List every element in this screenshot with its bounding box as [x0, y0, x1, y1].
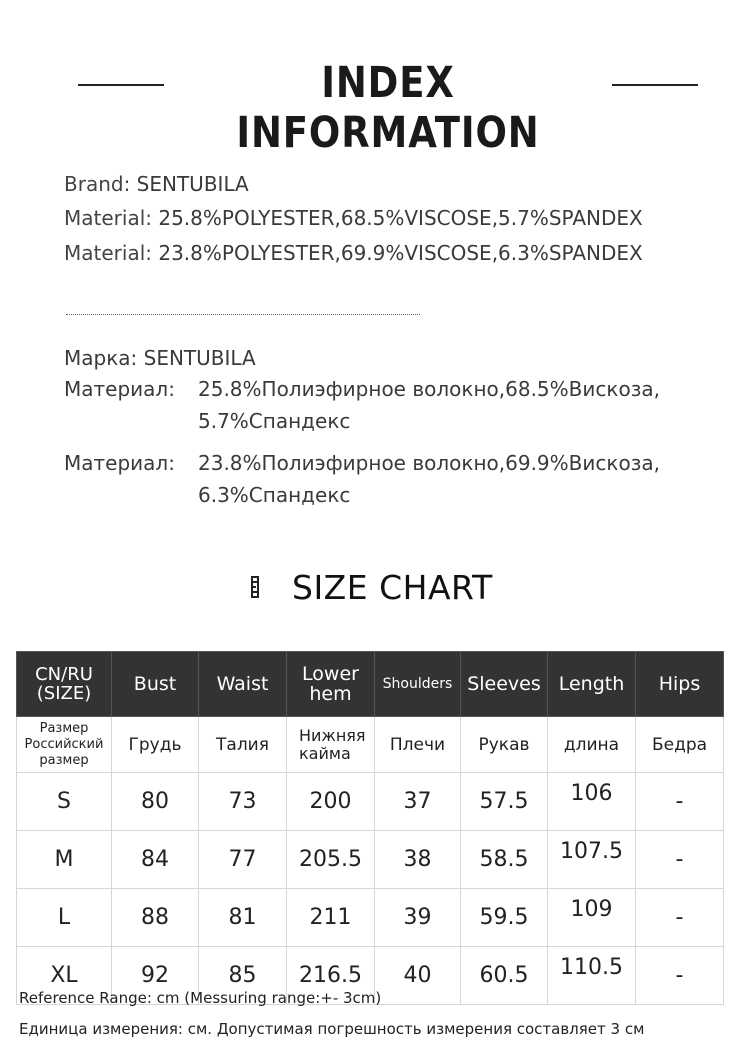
table-cell: 106 [548, 773, 636, 831]
table-cell: Нижняя кайма [287, 717, 375, 773]
table-cell: 37 [375, 773, 461, 831]
table-cell: 205.5 [287, 831, 375, 889]
table-row [17, 889, 724, 947]
size-chart-heading [0, 568, 740, 608]
table-cell: 107.5 [548, 831, 636, 889]
table-cell: 40 [375, 947, 461, 1005]
table-cell: 80 [112, 773, 199, 831]
table-cell: - [636, 947, 724, 1005]
table-cell: 60.5 [461, 947, 548, 1005]
table-cell: 39 [375, 889, 461, 947]
material-ru-label: Материал: [64, 451, 175, 475]
table-cell: Талия [199, 717, 287, 773]
table-cell: 211 [287, 889, 375, 947]
table-row [17, 831, 724, 889]
header-cell: Lower hem [287, 652, 375, 717]
header-cell: Bust [112, 652, 199, 717]
material-ru-2-line1: 23.8%Полиэфирное волокно,69.9%Вискоза, [198, 451, 660, 475]
table-cell: 110.5 [548, 947, 636, 1005]
brand-value: SENTUBILA [136, 172, 249, 196]
ruler-icon [251, 576, 259, 598]
material-label: Material: [64, 241, 152, 265]
table-cell: 77 [199, 831, 287, 889]
table-cell: Размер Российский размер [17, 717, 112, 773]
table-cell: Грудь [112, 717, 199, 773]
size-chart-title: SIZE CHART [292, 568, 493, 607]
table-cell: 84 [112, 831, 199, 889]
table-cell: 81 [199, 889, 287, 947]
unit-note-ru: Единица измерения: см. Допустимая погрешность измерения составляет 3 см [19, 1020, 645, 1038]
table-cell: L [17, 889, 112, 947]
size-table [16, 651, 724, 1005]
material-ru-1-line2: 5.7%Спандекс [198, 409, 351, 433]
reference-range-note: Reference Range: cm (Messuring range:+- 3cm) [19, 989, 382, 1007]
table-cell: длина [548, 717, 636, 773]
header-cell: Hips [636, 652, 724, 717]
table-cell: S [17, 773, 112, 831]
table-cell: Бедра [636, 717, 724, 773]
material-ru-2-line2: 6.3%Спандекс [198, 483, 351, 507]
table-cell: 58.5 [461, 831, 548, 889]
header-cell: Sleeves [461, 652, 548, 717]
table-cell: 92 [112, 947, 199, 1005]
table-cell: 109 [548, 889, 636, 947]
header-cell: Waist [199, 652, 287, 717]
brand-label: Brand: [64, 172, 131, 196]
table-cell: - [636, 773, 724, 831]
header-cell: Shoulders [375, 652, 461, 717]
table-cell: Рукав [461, 717, 548, 773]
table-cell: 216.5 [287, 947, 375, 1005]
table-header-row [17, 652, 724, 717]
section-header [0, 58, 740, 158]
header-cell: Length [548, 652, 636, 717]
table-row-ru-headers [17, 717, 724, 773]
table-cell: 85 [199, 947, 287, 1005]
material-line-2 [64, 241, 643, 265]
table-cell: 59.5 [461, 889, 548, 947]
table-cell: M [17, 831, 112, 889]
table-cell: 38 [375, 831, 461, 889]
brand-ru: Марка: SENTUBILA [64, 346, 256, 370]
dotted-divider [66, 314, 420, 315]
section-title: INDEX INFORMATION [236, 58, 540, 158]
table-cell: 73 [199, 773, 287, 831]
table-cell: XL [17, 947, 112, 1005]
table-cell: 200 [287, 773, 375, 831]
material-line-1 [64, 206, 643, 230]
material-value: 25.8%POLYESTER,68.5%VISCOSE,5.7%SPANDEX [158, 206, 643, 230]
material-label: Material: [64, 206, 152, 230]
table-cell: - [636, 889, 724, 947]
table-cell: - [636, 831, 724, 889]
header-rule-left [78, 84, 164, 86]
table-cell: 88 [112, 889, 199, 947]
material-ru-1-line1: 25.8%Полиэфирное волокно,68.5%Вискоза, [198, 377, 660, 401]
header-rule-right [612, 84, 698, 86]
table-row [17, 773, 724, 831]
header-cell: CN/RU (SIZE) [17, 652, 112, 717]
material-ru-label: Материал: [64, 377, 175, 401]
brand-line [64, 172, 249, 196]
table-cell: 57.5 [461, 773, 548, 831]
table-cell: Плечи [375, 717, 461, 773]
material-value: 23.8%POLYESTER,69.9%VISCOSE,6.3%SPANDEX [158, 241, 643, 265]
